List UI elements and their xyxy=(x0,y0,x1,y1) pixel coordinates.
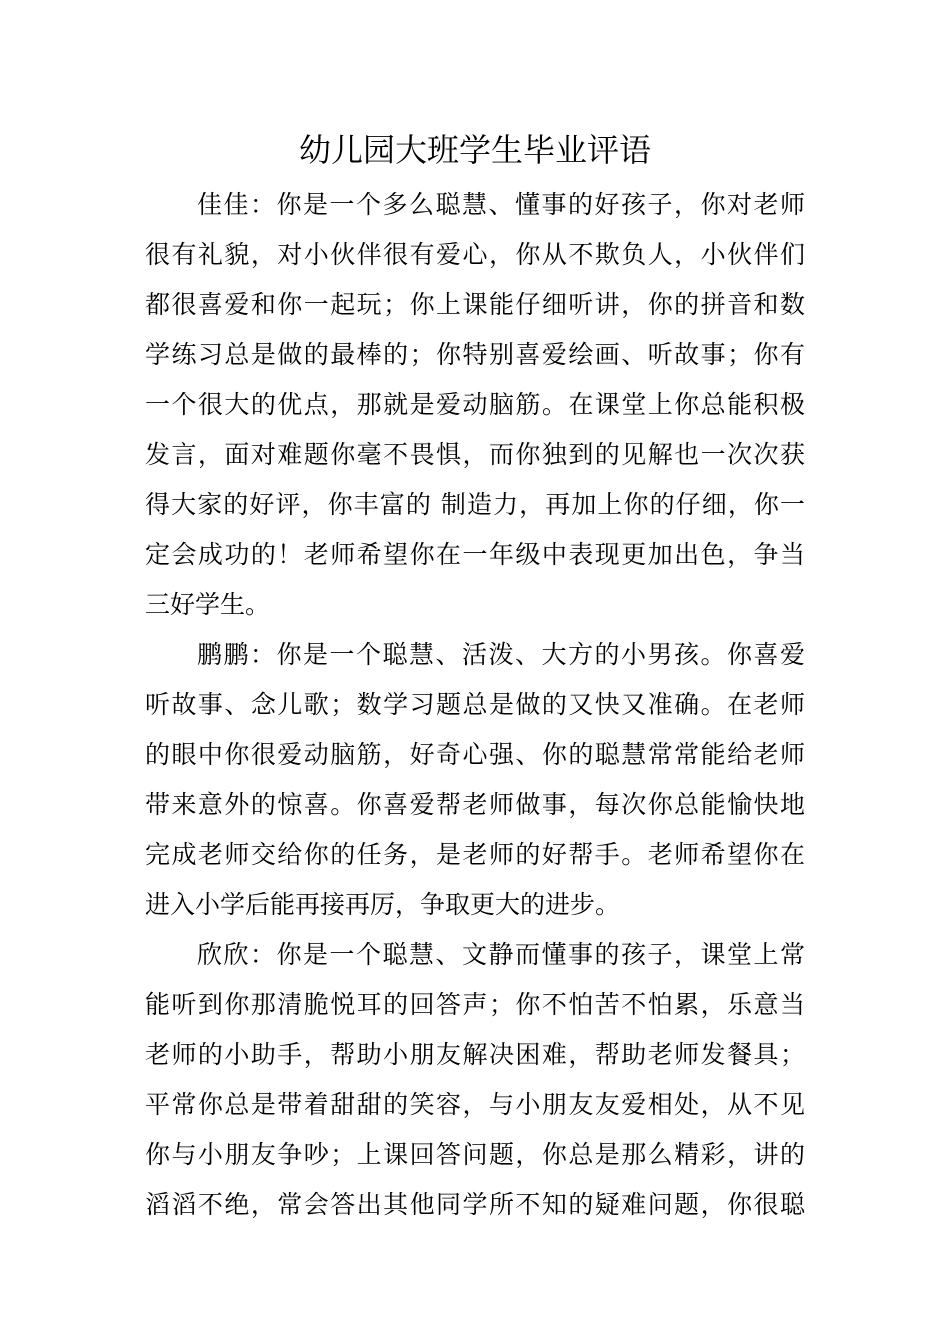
paragraph-jiajia-line-9: 三好学生。 xyxy=(145,590,271,619)
document-body xyxy=(145,180,805,1230)
paragraph-xinxin-line-2: 能听到你那清脆悦耳的回答声；你不怕苦不怕累，乐意当 xyxy=(145,990,805,1019)
paragraph-xinxin-line-3: 老师的小助手，帮助小朋友解决困难，帮助老师发餐具； xyxy=(145,1040,805,1069)
paragraph-pengpeng-line-5: 完成老师交给你的任务，是老师的好帮手。老师希望你在 xyxy=(145,840,805,869)
document-title: 幼儿园大班学生毕业评语 xyxy=(298,131,651,169)
paragraph-pengpeng-line-1: 鹏鹏：你是一个聪慧、活泼、大方的小男孩。你喜爱 xyxy=(197,640,805,669)
paragraph-jiajia-line-4: 学练习总是做的最棒的；你特别喜爱绘画、听故事；你有 xyxy=(145,340,805,369)
paragraph-jiajia-line-5: 一个很大的优点，那就是爱动脑筋。在课堂上你总能积极 xyxy=(145,390,805,419)
paragraph-pengpeng-line-4: 带来意外的惊喜。你喜爱帮老师做事，每次你总能愉快地 xyxy=(145,790,805,819)
paragraph-jiajia-line-3: 都很喜爱和你一起玩；你上课能仔细听讲，你的拼音和数 xyxy=(145,290,805,319)
paragraph-xinxin-line-6: 滔滔不绝，常会答出其他同学所不知的疑难问题，你很聪 xyxy=(145,1190,805,1219)
paragraph-xinxin-line-5: 你与小朋友争吵；上课回答问题，你总是那么精彩，讲的 xyxy=(145,1140,805,1169)
paragraph-pengpeng-line-6: 进入小学后能再接再厉，争取更大的进步。 xyxy=(145,890,621,919)
paragraph-jiajia-line-7: 得大家的好评，你丰富的 制造力，再加上你的仔细，你一 xyxy=(145,490,805,519)
paragraph-jiajia-line-2: 很有礼貌，对小伙伴很有爱心，你从不欺负人，小伙伴们 xyxy=(145,240,805,269)
paragraph-jiajia-line-1: 佳佳：你是一个多么聪慧、懂事的好孩子，你对老师 xyxy=(197,190,805,219)
paragraph-xinxin-line-1: 欣欣：你是一个聪慧、文静而懂事的孩子，课堂上常 xyxy=(197,940,805,969)
paragraph-xinxin-line-4: 平常你总是带着甜甜的笑容，与小朋友友爱相处，从不见 xyxy=(145,1090,805,1119)
paragraph-jiajia-line-8: 定会成功的！老师希望你在一年级中表现更加出色，争当 xyxy=(145,540,805,569)
paragraph-pengpeng-line-3: 的眼中你很爱动脑筋，好奇心强、你的聪慧常常能给老师 xyxy=(145,740,805,769)
paragraph-jiajia-line-6: 发言，面对难题你毫不畏惧，而你独到的见解也一次次获 xyxy=(145,440,805,469)
paragraph-pengpeng-line-2: 听故事、念儿歌；数学习题总是做的又快又准确。在老师 xyxy=(145,690,805,719)
